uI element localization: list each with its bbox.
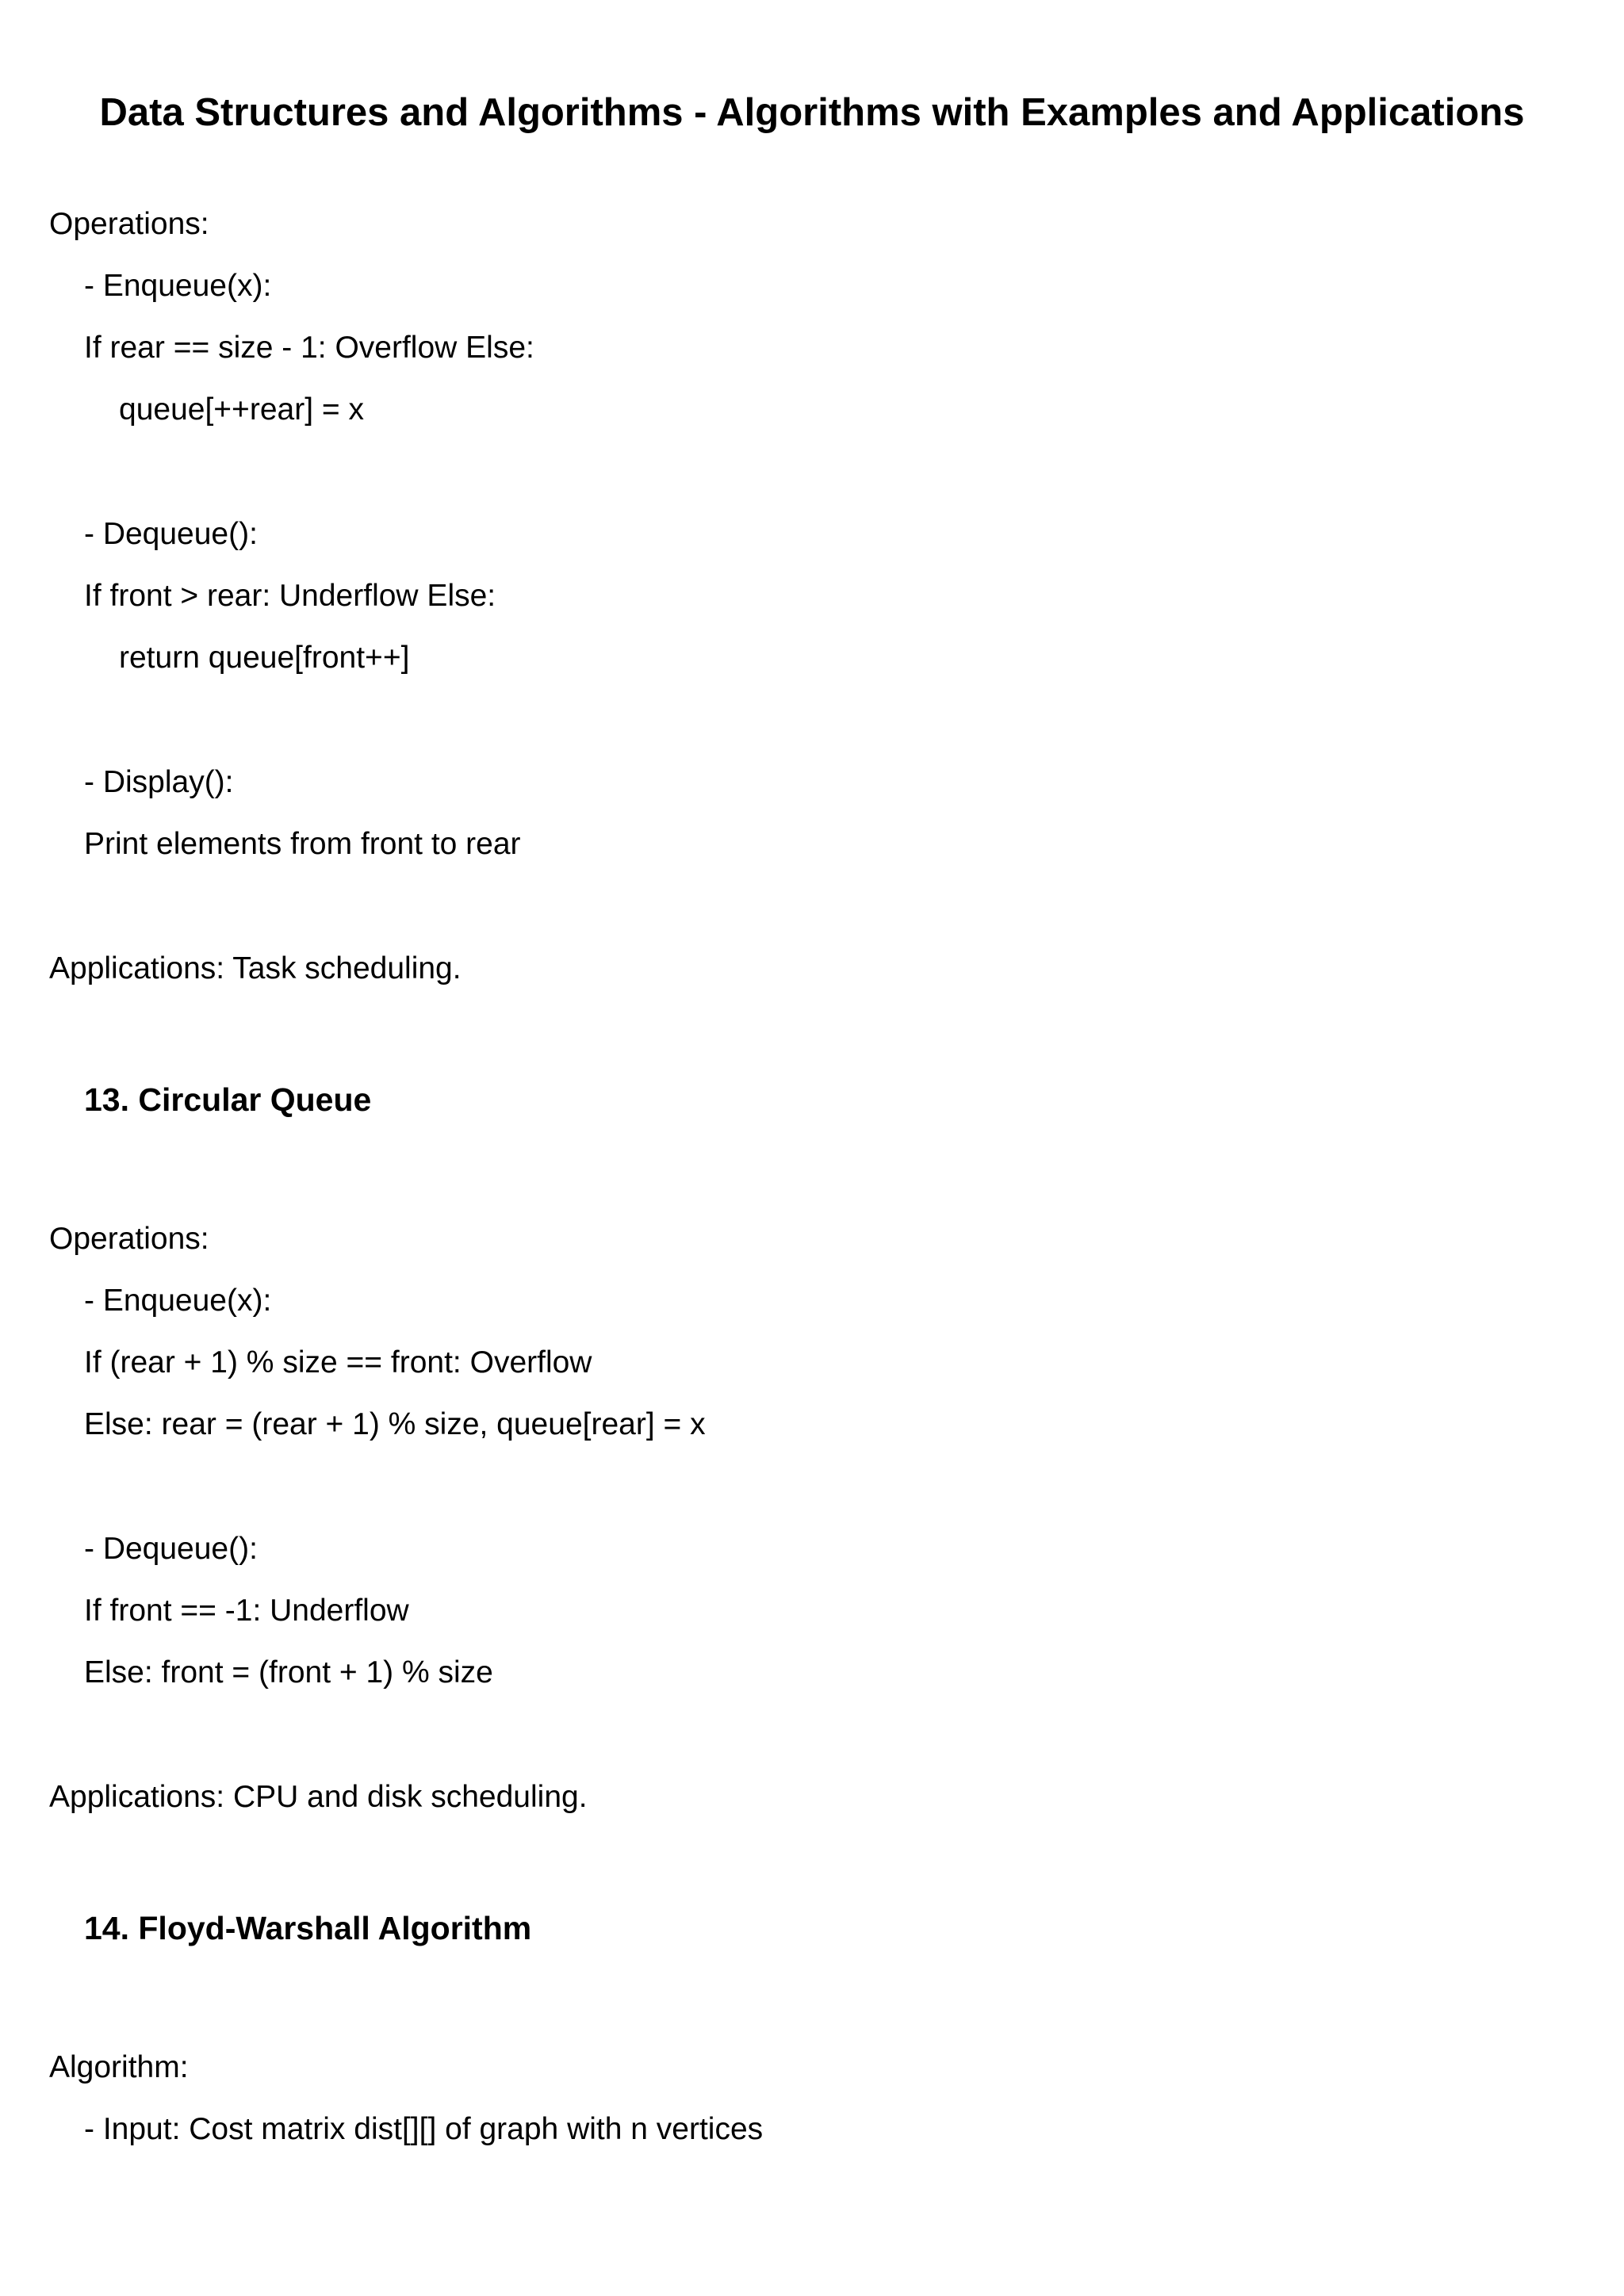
queue-dequeue-label: - Dequeue(): <box>84 517 258 551</box>
circular-queue-enqueue-label: - Enqueue(x): <box>84 1284 272 1318</box>
circular-queue-enqueue-line: If (rear + 1) % size == front: Overflow <box>84 1345 592 1380</box>
circular-queue-operations-label: Operations: <box>49 1222 209 1256</box>
section-heading-circular-queue: 13. Circular Queue <box>84 1081 372 1118</box>
queue-operations-label: Operations: <box>49 207 209 241</box>
queue-applications: Applications: Task scheduling. <box>49 951 462 985</box>
circular-queue-dequeue-line: Else: front = (front + 1) % size <box>84 1655 493 1689</box>
circular-queue-dequeue-line: If front == -1: Underflow <box>84 1594 409 1628</box>
queue-enqueue-line: queue[++rear] = x <box>119 392 364 427</box>
queue-enqueue-label: - Enqueue(x): <box>84 269 272 303</box>
page-title: Data Structures and Algorithms - Algorithms with Examples and Applications <box>99 91 1525 134</box>
queue-dequeue-line: If front > rear: Underflow Else: <box>84 579 496 613</box>
floyd-warshall-input-line: - Input: Cost matrix dist[][] of graph with n vertices <box>84 2112 764 2146</box>
queue-display-line: Print elements from front to rear <box>84 827 521 861</box>
circular-queue-applications: Applications: CPU and disk scheduling. <box>49 1780 588 1814</box>
circular-queue-dequeue-label: - Dequeue(): <box>84 1532 258 1566</box>
queue-enqueue-line: If rear == size - 1: Overflow Else: <box>84 331 534 365</box>
circular-queue-enqueue-line: Else: rear = (rear + 1) % size, queue[rear] = x <box>84 1407 706 1441</box>
section-heading-floyd-warshall: 14. Floyd-Warshall Algorithm <box>84 1910 532 1946</box>
queue-display-label: - Display(): <box>84 765 234 799</box>
queue-dequeue-line: return queue[front++] <box>119 641 410 675</box>
floyd-warshall-algorithm-label: Algorithm: <box>49 2050 189 2084</box>
